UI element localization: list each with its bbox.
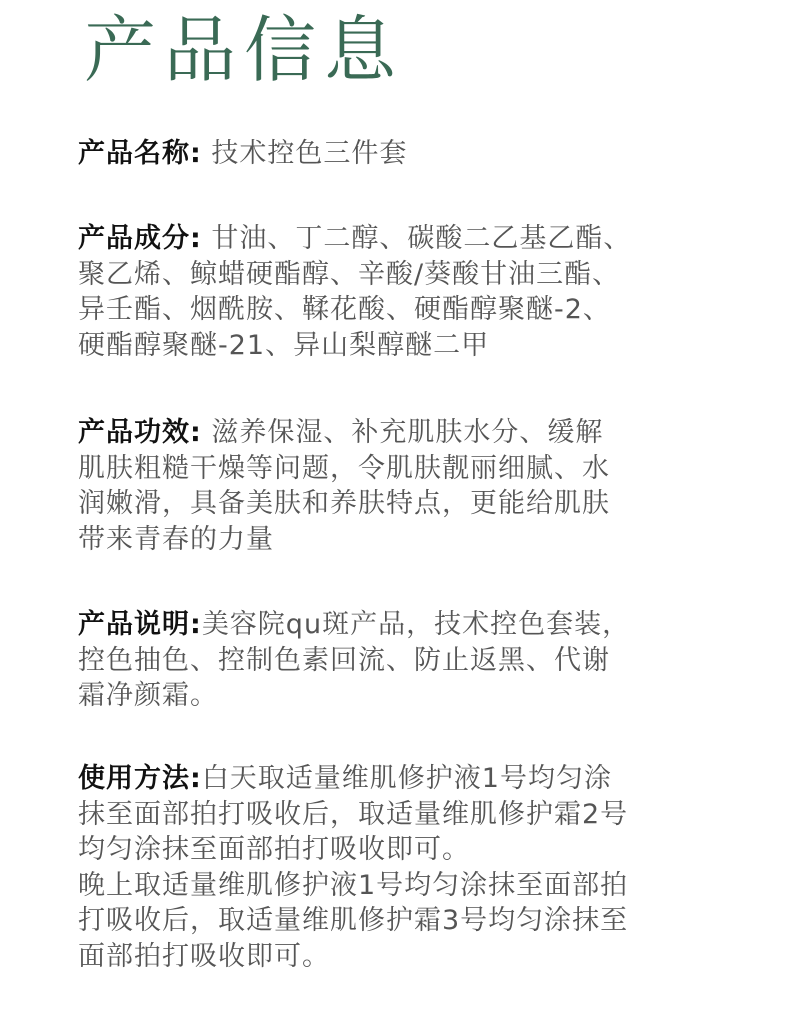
section-ingredients bbox=[78, 221, 738, 363]
efficacy-text: 滋养保湿、补充肌肤水分、缓解 bbox=[211, 417, 604, 448]
usage-line-3: 均匀涂抹至面部拍打吸收即可。 bbox=[78, 834, 470, 865]
usage-line-4: 晚上取适量维肌修护液1号均匀涂抹至面部拍 bbox=[78, 869, 629, 901]
usage-line-6: 面部拍打吸收即可。 bbox=[78, 940, 330, 972]
efficacy-label: 产品功效: bbox=[78, 417, 202, 448]
ingredients-line-4: 硬酯醇聚醚-21、异山梨醇醚二甲 bbox=[78, 329, 490, 361]
ingredients-line-2: 聚乙烯、鲸蜡硬酯醇、辛酸/葵酸甘油三酯、 bbox=[78, 258, 621, 290]
ingredients-line-1 bbox=[78, 221, 738, 257]
description-line-3: 霜净颜霜。 bbox=[78, 680, 218, 711]
ingredients-text: 甘油、丁二醇、碳酸二乙基乙酯、 bbox=[211, 223, 632, 254]
efficacy-line-3: 润嫩滑，具备美肤和养肤特点，更能给肌肤 bbox=[78, 488, 610, 519]
product-name-line-1 bbox=[78, 136, 738, 172]
section-usage bbox=[78, 761, 738, 974]
product-name-label: 产品名称: bbox=[78, 138, 202, 169]
efficacy-line-2: 肌肤粗糙干燥等问题，令肌肤靓丽细腻、水 bbox=[78, 452, 610, 484]
section-description bbox=[78, 607, 738, 714]
ingredients-label: 产品成分: bbox=[78, 223, 202, 254]
ingredients-line-3: 异壬酯、烟酰胺、鞣花酸、硬酯醇聚醚-2、 bbox=[78, 294, 611, 325]
description-label: 产品说明: bbox=[78, 609, 202, 640]
description-text: 美容院qu斑产品，技术控色套装， bbox=[201, 609, 631, 640]
description-line-2: 控色抽色、控制色素回流、防止返黑、代谢 bbox=[78, 644, 610, 676]
efficacy-line-1 bbox=[78, 415, 738, 451]
section-product-name bbox=[78, 136, 738, 172]
description-line-1 bbox=[78, 607, 738, 643]
usage-line-2: 抹至面部拍打吸收后，取适量维肌修护霜2号 bbox=[78, 798, 629, 830]
usage-text: 白天取适量维肌修护液1号均匀涂 bbox=[201, 763, 612, 794]
efficacy-line-4: 带来青春的力量 bbox=[78, 523, 274, 555]
usage-label: 使用方法: bbox=[78, 763, 202, 794]
usage-line-5: 打吸收后，取适量维肌修护霜3号均匀涂抹至 bbox=[78, 905, 629, 936]
product-name-value: 技术控色三件套 bbox=[211, 138, 408, 169]
usage-line-1 bbox=[78, 761, 738, 797]
section-efficacy bbox=[78, 415, 738, 557]
page-title: 产品信息 bbox=[84, 8, 405, 92]
